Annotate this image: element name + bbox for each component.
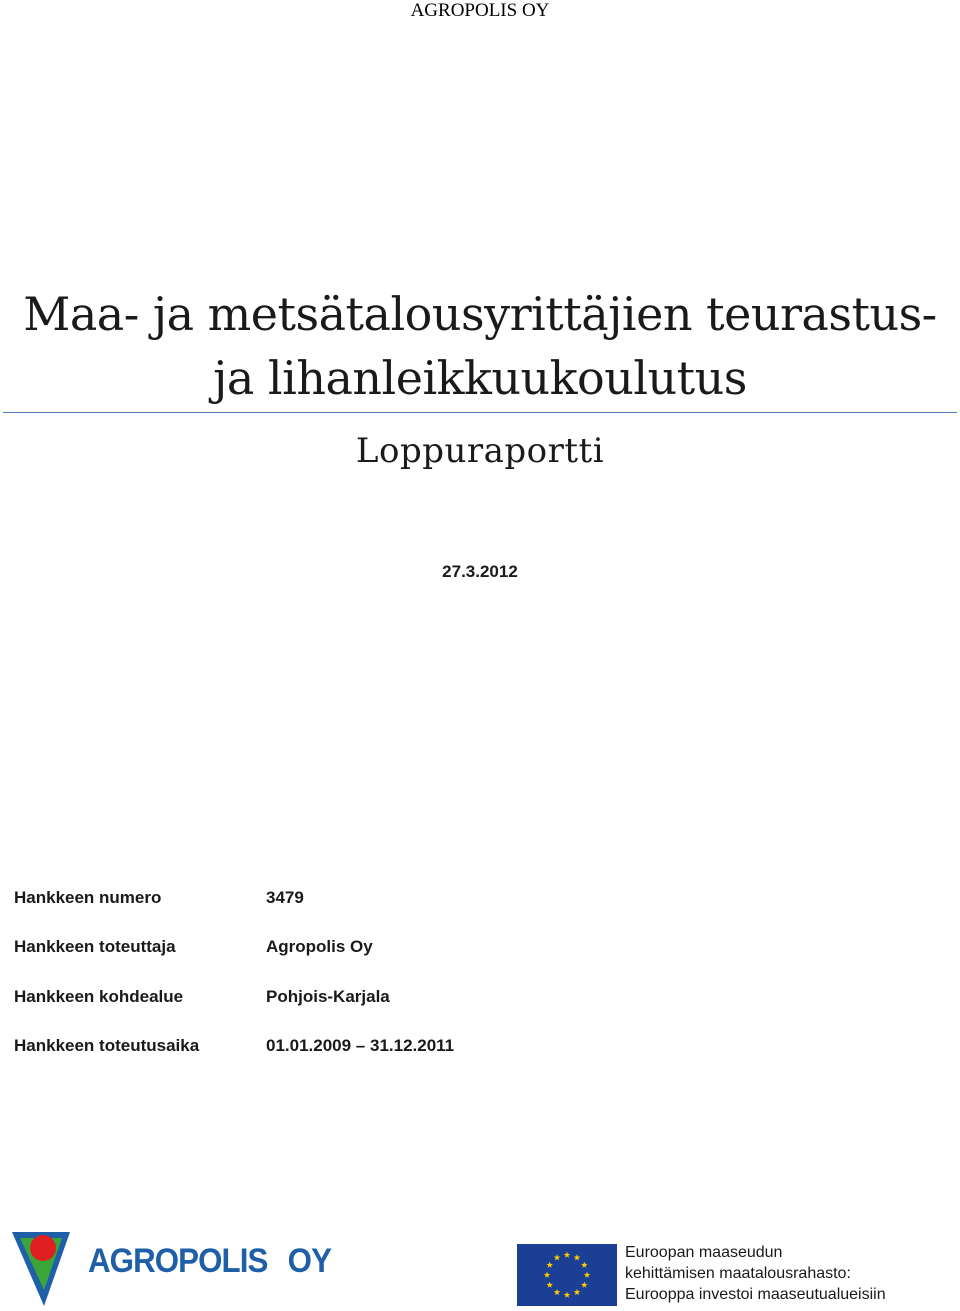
eu-star-icon bbox=[546, 1282, 552, 1288]
document-subtitle: Loppuraportti bbox=[355, 431, 605, 471]
info-row-implementer bbox=[14, 935, 454, 984]
info-label: Hankkeen toteutusaika bbox=[14, 1035, 200, 1055]
eu-text-line: Eurooppa investoi maaseutualueisiin bbox=[625, 1286, 886, 1303]
eu-star-icon bbox=[584, 1272, 590, 1278]
eu-funding-logo bbox=[517, 1242, 957, 1308]
eu-text-line: Euroopan maaseudun bbox=[625, 1244, 783, 1261]
eu-star-icon bbox=[581, 1262, 587, 1268]
page-header: AGROPOLIS OY bbox=[410, 0, 550, 21]
info-label: Hankkeen kohdealue bbox=[14, 986, 184, 1006]
eu-star-icon bbox=[564, 1252, 570, 1258]
project-info bbox=[14, 886, 454, 1083]
eu-star-icon bbox=[574, 1254, 580, 1260]
info-value: Agropolis Oy bbox=[266, 937, 373, 957]
eu-star-icon bbox=[554, 1289, 560, 1295]
agropolis-wordmark-suffix: OY bbox=[287, 1242, 332, 1280]
info-label: Hankkeen numero bbox=[14, 888, 162, 907]
title-line-1: Maa- ja metsätalousyrittäjien teurastus- bbox=[23, 287, 937, 341]
info-row-period bbox=[14, 1034, 454, 1083]
eu-funding-text bbox=[625, 1242, 886, 1305]
agropolis-wordmark-name: AGROPOLIS bbox=[88, 1242, 268, 1280]
title-line-2: ja lihanleikkuukoulutus bbox=[213, 351, 747, 405]
info-label: Hankkeen toteuttaja bbox=[14, 937, 176, 957]
eu-star-icon bbox=[554, 1254, 560, 1260]
info-value: 3479 bbox=[266, 888, 304, 907]
eu-star-icon bbox=[544, 1272, 550, 1278]
eu-star-icon bbox=[546, 1262, 552, 1268]
eu-star-icon bbox=[564, 1292, 570, 1298]
eu-star-icon bbox=[574, 1289, 580, 1295]
agropolis-emblem-icon bbox=[10, 1228, 80, 1309]
eu-stars-icon bbox=[517, 1244, 617, 1306]
agropolis-logo bbox=[10, 1228, 332, 1309]
info-value: Pohjois-Karjala bbox=[266, 986, 390, 1006]
footer-logos bbox=[0, 1228, 960, 1309]
info-value: 01.01.2009 – 31.12.2011 bbox=[266, 1035, 455, 1055]
eu-star-icon bbox=[581, 1282, 587, 1288]
info-row-number bbox=[14, 886, 454, 935]
report-date: 27.3.2012 bbox=[442, 562, 518, 581]
title-divider bbox=[3, 412, 957, 413]
eu-text-line: kehittämisen maatalousrahasto: bbox=[625, 1265, 851, 1282]
document-title bbox=[0, 282, 960, 410]
agropolis-wordmark bbox=[88, 1242, 331, 1281]
eu-flag-icon bbox=[517, 1244, 617, 1306]
info-row-area bbox=[14, 985, 454, 1034]
